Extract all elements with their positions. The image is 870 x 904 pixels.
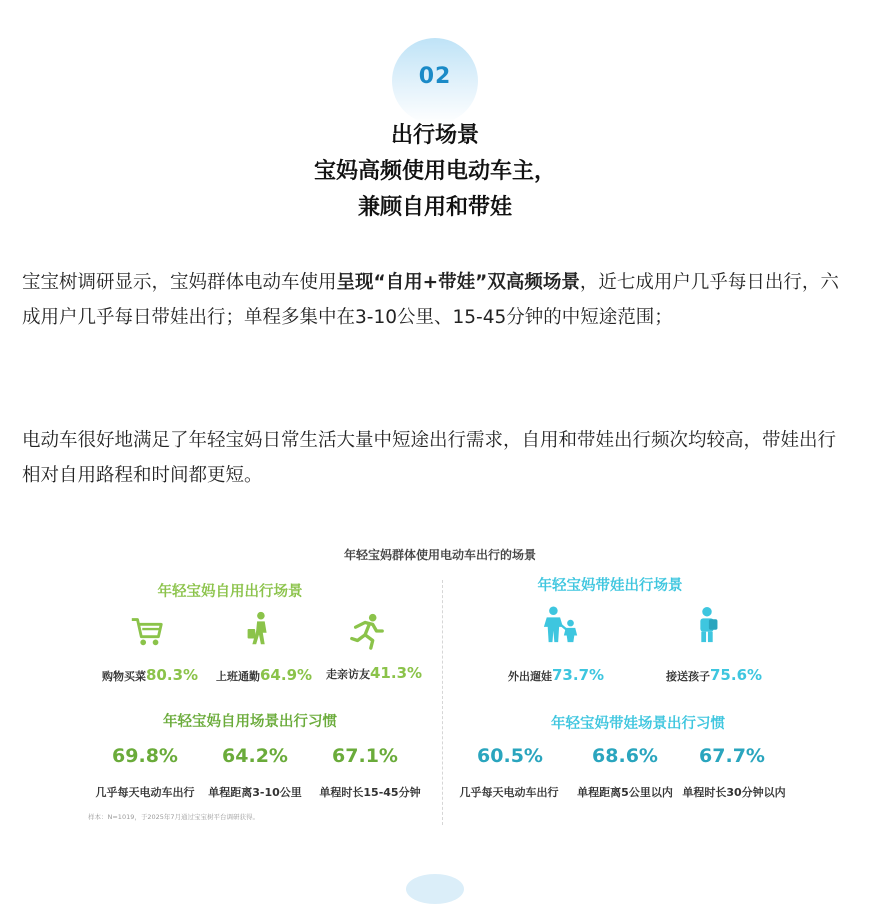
self-habit-pct-3: 67.1% <box>332 745 398 767</box>
intro-paragraph <box>22 265 852 335</box>
sample-footnote: 样本：N=1019，于2025年7月通过宝宝树平台调研获得。 <box>88 813 260 821</box>
pickup-label: 接送孩子 <box>666 670 710 683</box>
section-number: 02 <box>418 64 452 89</box>
pickup-stat <box>666 666 762 684</box>
running-person-icon <box>348 612 386 650</box>
heading-line-2: 宝妈高频使用电动车主， <box>313 159 556 184</box>
shopping-stat <box>102 666 198 684</box>
intro-text-2: ，近七成用户几乎每日出行，六成用户几乎每日带娃出行；单程多集中在3-10公里、15-45分钟的中短途范围； <box>22 272 839 328</box>
column-divider <box>442 580 443 825</box>
self-habit-label-1: 几乎每天电动车出行 <box>95 786 195 799</box>
visiting-stat <box>326 664 422 682</box>
outing-label: 外出遛娃 <box>508 670 552 683</box>
child-habit-label-3: 单程时长30分钟以内 <box>682 786 786 799</box>
self-use-habits-title: 年轻宝妈自用场景出行习惯 <box>163 714 337 730</box>
infographic-title: 年轻宝妈群体使用电动车出行的场景 <box>343 548 536 562</box>
with-child-scenario-title: 年轻宝妈带娃出行场景 <box>537 578 683 594</box>
next-section-badge <box>406 874 464 904</box>
summary-paragraph: 电动车很好地满足了年轻宝妈日常生活大量中短途出行需求，自用和带娃出行频次均较高，带娃出行相对自用路程和时间都更短。 <box>22 430 837 486</box>
child-habit-pct-3: 67.7% <box>699 745 765 767</box>
heading-line-3: 兼顾自用和带娃 <box>357 195 512 220</box>
visiting-pct: 41.3% <box>370 664 423 682</box>
commuter-icon <box>240 610 278 648</box>
outing-pct: 73.7% <box>552 666 605 684</box>
self-habit-pct-1: 69.8% <box>112 745 178 767</box>
pickup-pct: 75.6% <box>710 666 763 684</box>
child-habit-pct-1: 60.5% <box>477 745 543 767</box>
child-habit-label-1: 几乎每天电动车出行 <box>459 786 559 799</box>
travel-scenario-infographic <box>80 540 800 830</box>
parent-child-icon <box>542 606 580 644</box>
shopping-pct: 80.3% <box>146 666 199 684</box>
self-use-scenario-title: 年轻宝妈自用出行场景 <box>157 584 303 600</box>
self-habit-label-2: 单程距离3-10公里 <box>208 786 302 799</box>
commute-label: 上班通勤 <box>216 670 260 683</box>
shopping-cart-icon <box>128 612 166 650</box>
commute-stat <box>216 666 312 684</box>
section-heading <box>0 118 870 226</box>
outing-stat <box>508 666 604 684</box>
intro-text-1: 宝宝树调研显示，宝妈群体电动车使用 <box>22 272 337 293</box>
intro-highlight: 呈现“自用+带娃”双高频场景 <box>336 272 580 293</box>
heading-line-1: 出行场景 <box>390 123 479 148</box>
commute-pct: 64.9% <box>260 666 313 684</box>
with-child-habits-title: 年轻宝妈带娃场景出行习惯 <box>551 716 725 732</box>
child-backpack-icon <box>688 606 726 644</box>
visiting-label: 走亲访友 <box>326 668 370 681</box>
child-habit-pct-2: 68.6% <box>592 745 658 767</box>
self-habit-pct-2: 64.2% <box>222 745 288 767</box>
self-habit-label-3: 单程时长15-45分钟 <box>319 786 421 799</box>
child-habit-label-2: 单程距离5公里以内 <box>577 786 673 799</box>
shopping-label: 购物买菜 <box>102 670 146 683</box>
